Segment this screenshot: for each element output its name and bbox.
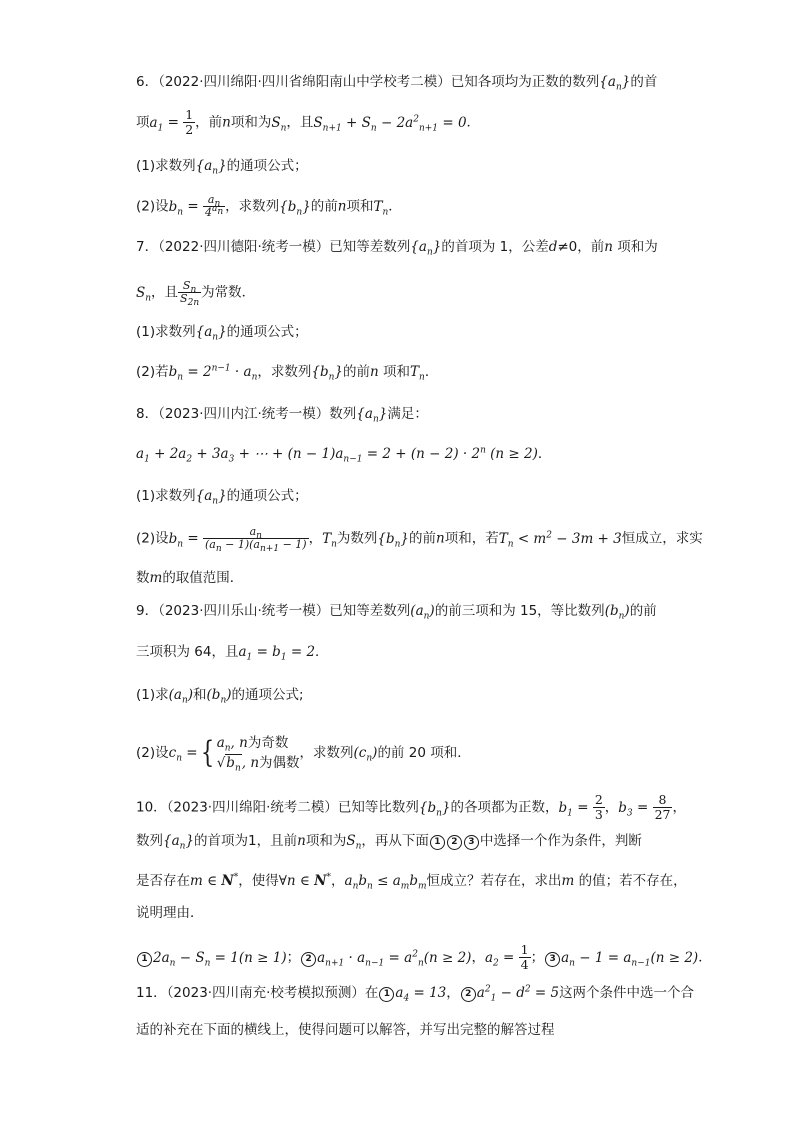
problem-number: 6． [136, 74, 159, 90]
fraction: $\frac{2}{3}$ [594, 792, 603, 822]
problem-source: （2022·四川绵阳·四川省绵阳南山中学校考二模） [158, 74, 451, 90]
fraction: $\frac{1}{2}$ [185, 107, 194, 137]
problem-number: 7． [136, 239, 159, 255]
problem-7-part-1: (1)求数列$\{a_n\}$的通项公式； [136, 324, 308, 343]
problem-9-part-1: (1)求$(a_n)$和$(b_n)$的通项公式; [136, 687, 304, 706]
problem-6-part-1: (1)求数列$\{a_n\}$的通项公式； [136, 158, 308, 177]
problem-number: 8． [136, 406, 159, 422]
problem-source: （2023·四川南充·校考模拟预测） [166, 985, 365, 1001]
circled-number: 1 [430, 835, 445, 850]
fraction: $\frac{1}{4}$ [520, 942, 529, 972]
problem-number: 9． [136, 603, 159, 619]
problem-number: 11． [136, 985, 167, 1001]
problem-10-line-4: 说明理由． [136, 905, 204, 921]
problem-6-part-2: (2)设$b_n$ = $\frac{a_n}{4^{a_n}}$ ，求数列$\{b_n\}$的前n项和$T_n$． [136, 193, 402, 219]
problem-9-line-1: 9．（2023·四川乐山·统考一模）已知等差数列$(a_n)$的前三项和为 15，等比数列$(b_n)$的前 [136, 603, 657, 622]
circled-number: 2 [301, 952, 316, 967]
circled-number: 2 [447, 835, 462, 850]
problem-source: （2023·四川乐山·统考一模） [158, 603, 330, 619]
problem-11-line-2: 适的补充在下面的横线上，使得问题可以解答，并写出完整的解答过程 [136, 1022, 555, 1038]
problem-11-line-1: 11．（2023·四川南充·校考模拟预测）在 1 $a_4 = 13$， 2 $a^2_1 - d^2 = 5$这两个条件中选一个合 [136, 984, 695, 1004]
circled-number: 3 [464, 835, 479, 850]
problem-7-part-2: (2)若$b_n = 2^{n-1} \cdot a_n$，求数列$\{b_n\}$的前n 项和$T_n$． [136, 363, 439, 383]
problem-10-line-3: 是否存在m ∈ N*，使得∀n ∈ N*，$a_nb_n \le a_mb_m$恒成立？若存在，求出m 的值；若不存在， [136, 872, 687, 892]
problem-7-line-2: $S_n$，且 $\frac{S_n}{S_{2n}}$ 为常数． [136, 279, 256, 309]
problem-source: （2023·四川绵阳·统考二模） [166, 799, 338, 816]
problem-10-conditions: 1 $2a_n - S_n = 1(n \ge 1)$； 2 $a_{n+1} \cdot a_{n-1} = a^2_n(n \ge 2)$，$a_2$ = $\frac{1}{4}$ ； 3 $a_n - 1 = a_{n-1}(n \ge 2)$． [136, 943, 712, 972]
piecewise-cases: $a_n$, n为奇数 $√b_n$, n为偶数 [216, 735, 300, 774]
problem-8-part-2-cont: 数m的取值范围． [136, 570, 244, 586]
problem-source: （2023·四川内江·统考一模） [158, 406, 330, 422]
problem-7-line-1: 7．（2022·四川德阳·统考一模）已知等差数列$\{a_n\}$的首项为 1，公差d≠0，前n 项和为 [136, 239, 658, 258]
problem-9-part-2: (2)设$c_n$ ={ $a_n$, n为奇数 $√b_n$, n为偶数 ，求数列$(c_n)$的前 20 项和． [136, 735, 471, 774]
problem-6-line-2: 项$a_1$ = $\frac{1}{2}$ ，前n项和为$S_n$，且$S_{n+1} + S_n - 2a^2_{n+1} = 0$． [136, 107, 481, 137]
circled-number: 1 [379, 987, 394, 1002]
fraction: $\frac{S_n}{S_{2n}}$ [180, 279, 200, 309]
problem-8-equation: $a_1 + 2a_2 + 3a_3$ + ⋯ + $(n - 1)a_{n-1} = 2 + (n - 2) \cdot 2^n$ (n ≥ 2)． [136, 445, 552, 465]
circled-number: 3 [545, 952, 560, 967]
problem-8-line-1: 8．（2023·四川内江·统考一模）数列$\{a_n\}$满足： [136, 406, 428, 425]
fraction: $\frac{a_n}{(a_n - 1)(a_{n+1} - 1)}$ [204, 525, 307, 555]
fraction: $\frac{8}{27}$ [654, 792, 671, 822]
problem-number: 10． [136, 799, 167, 816]
problem-8-part-2: (2)设$b_n$ = $\frac{a_n}{(a_n - 1)(a_{n+1} - 1)}$ ，$T_n$为数列$\{b_n\}$的前n项和，若$T_n < m^2 - 3m + 3$恒成立，求实 [136, 525, 703, 555]
problem-9-line-2: 三项积为 64，且$a_1 = b_1 = 2$． [136, 644, 329, 663]
circled-number: 1 [137, 952, 152, 967]
fraction: $\frac{a_n}{4^{a_n}}$ [204, 193, 224, 219]
problem-10-line-1: 10．（2023·四川绵阳·统考二模）已知等比数列$\{b_n\}$的各项都为正数，$b_1$ = $\frac{2}{3}$ ，$b_3$ = $\frac{8}{27}$ ， [136, 792, 686, 822]
problem-source: （2022·四川德阳·统考一模） [158, 239, 330, 255]
problem-8-part-1: (1)求数列$\{a_n\}$的通项公式； [136, 488, 308, 507]
circled-number: 2 [461, 987, 476, 1002]
problem-10-line-2: 数列$\{a_n\}$的首项为1，且前n项和为$S_n$，再从下面 1 2 3 中选择一个作为条件，判断 [136, 833, 642, 852]
problem-6-line-1: 6．（2022·四川绵阳·四川省绵阳南山中学校考二模）已知各项均为正数的数列$\{a_n\}$的首 [136, 74, 658, 93]
